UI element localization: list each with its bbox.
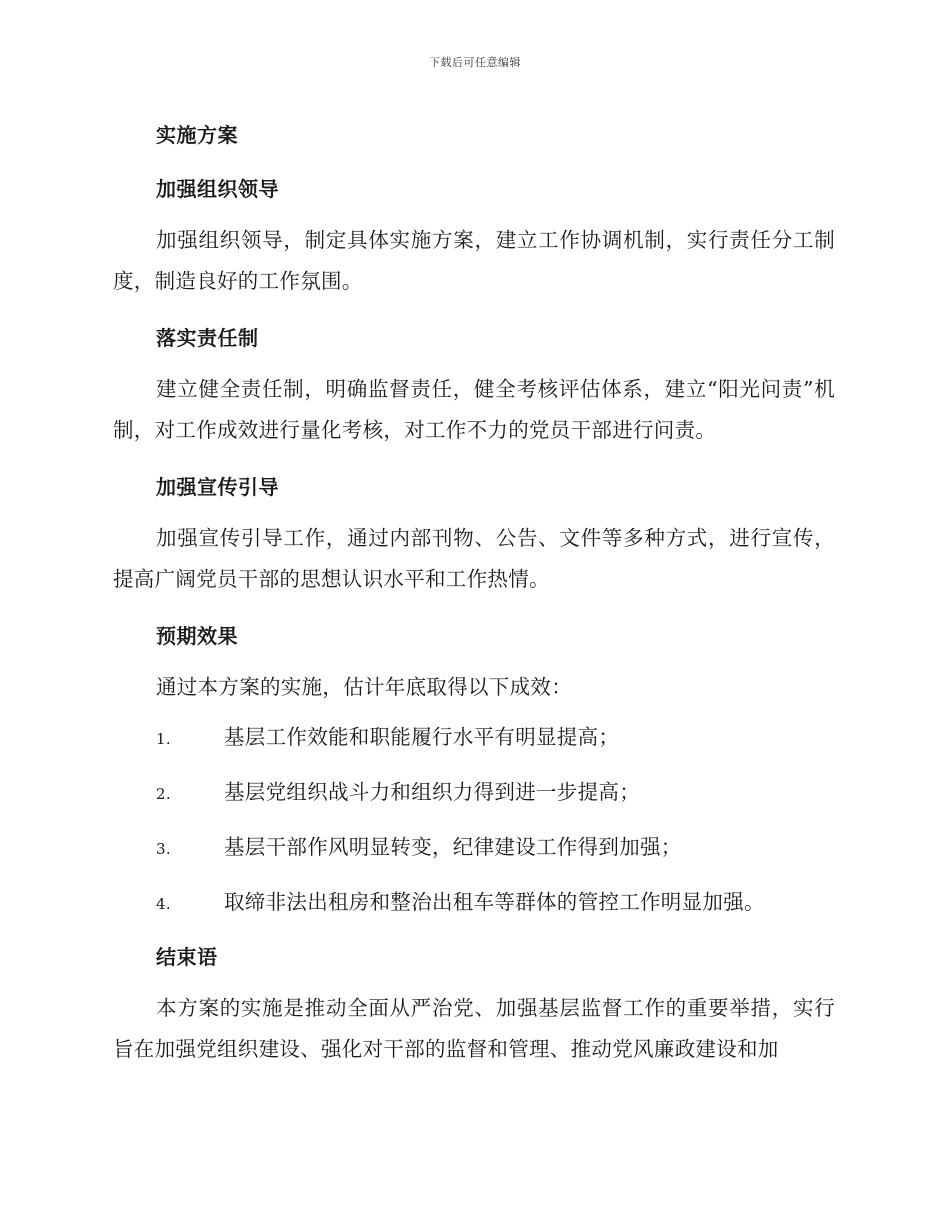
list-item-number: 4. bbox=[156, 895, 171, 913]
section-heading-expected-results: 预期效果 bbox=[156, 624, 238, 648]
document-body bbox=[113, 108, 835, 1079]
list-item bbox=[113, 710, 835, 765]
paragraph-conclusion: 本方案的实施是推动全面从严治党、加强基层监督工作的重要举措，实行旨在加强党组织建设、强化对干部的监督和管理、推动党风廉政建设和加 bbox=[113, 996, 835, 1061]
section-heading-publicity: 加强宣传引导 bbox=[156, 475, 279, 499]
list-item bbox=[113, 765, 835, 820]
list-item-number: 2. bbox=[156, 785, 171, 803]
list-item-text: 基层干部作风明显转变，纪律建设工作得到加强； bbox=[224, 835, 682, 859]
list-item-text: 取缔非法出租房和整治出租车等群体的管控工作明显加强。 bbox=[224, 890, 765, 914]
section-heading-plan: 实施方案 bbox=[156, 123, 238, 147]
list-item-number: 1. bbox=[156, 730, 171, 748]
list-item bbox=[113, 820, 835, 875]
list-item-number: 3. bbox=[156, 840, 171, 858]
list-item bbox=[113, 875, 835, 930]
section-heading-conclusion: 结束语 bbox=[156, 945, 218, 969]
paragraph-publicity: 加强宣传引导工作，通过内部刊物、公告、文件等多种方式，进行宣传，提高广阔党员干部的思想认识水平和工作热情。 bbox=[113, 526, 835, 591]
paragraph-responsibility: 建立健全责任制，明确监督责任，健全考核评估体系，建立“阳光问责”机制，对工作成效进行量化考核，对工作不力的党员干部进行问责。 bbox=[113, 377, 835, 442]
paragraph-expected-intro: 通过本方案的实施，估计年底取得以下成效： bbox=[156, 675, 572, 699]
paragraph-leadership: 加强组织领导，制定具体实施方案，建立工作协调机制，实行责任分工制度，制造良好的工作氛围。 bbox=[113, 228, 835, 293]
list-item-text: 基层工作效能和职能履行水平有明显提高； bbox=[224, 725, 620, 749]
list-item-text: 基层党组织战斗力和组织力得到进一步提高； bbox=[224, 780, 640, 804]
section-heading-leadership: 加强组织领导 bbox=[156, 177, 279, 201]
running-header: 下载后可任意编辑 bbox=[429, 56, 521, 69]
section-heading-responsibility: 落实责任制 bbox=[156, 326, 259, 350]
expected-results-list bbox=[113, 710, 835, 930]
